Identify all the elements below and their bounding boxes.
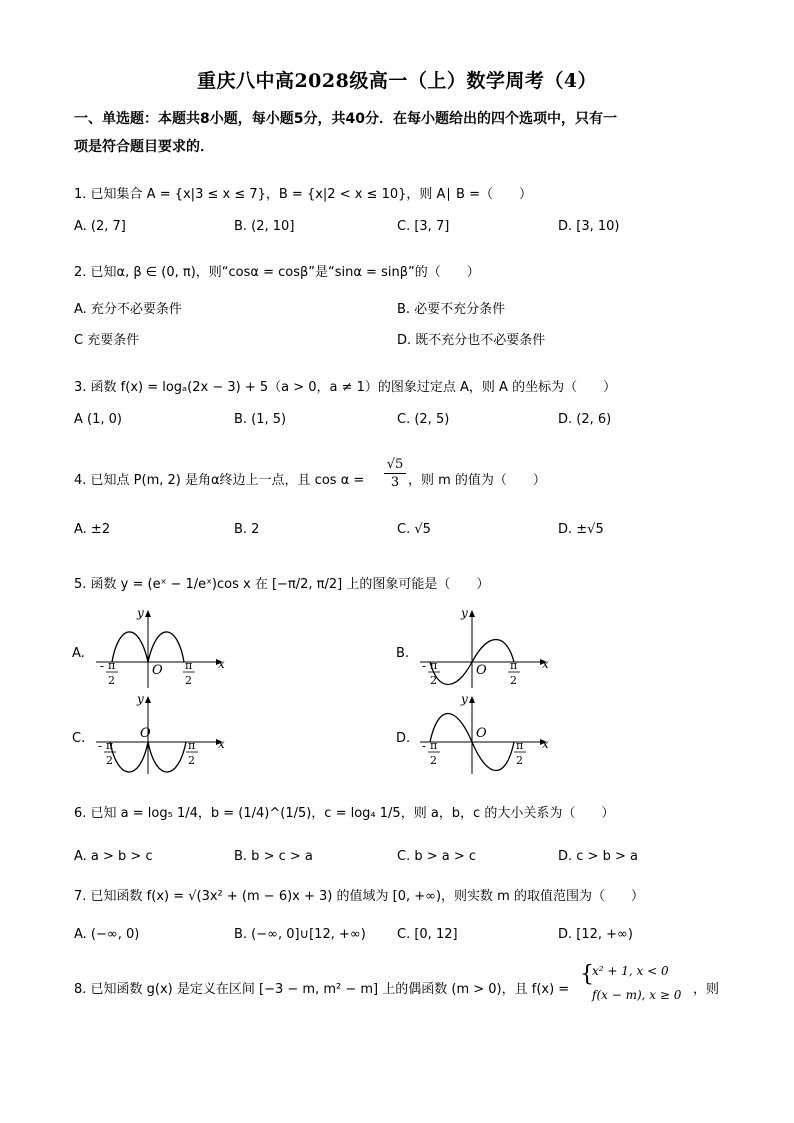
svg-text:2: 2: [188, 754, 195, 767]
q3-option-c[interactable]: C. (2, 5): [397, 412, 450, 427]
q4-option-c[interactable]: C. √5: [397, 522, 431, 537]
origin-label: O: [152, 663, 163, 678]
q5-graph-c[interactable]: [90, 692, 225, 776]
q4-option-a[interactable]: A. ±2: [74, 522, 111, 537]
q8-case-1: x² + 1, x < 0: [592, 964, 669, 978]
svg-text:2: 2: [516, 754, 523, 767]
svg-text:y: y: [137, 692, 144, 706]
question-4-stem-b: ，则 m 的值为（ ）: [408, 473, 546, 488]
q5-option-d-label[interactable]: D.: [396, 731, 411, 746]
minus-sign: -: [100, 659, 105, 673]
q2-option-a[interactable]: A. 充分不必要条件: [74, 302, 182, 317]
q2-option-b[interactable]: B. 必要不充分条件: [397, 302, 506, 317]
q6-option-d[interactable]: D. c > b > a: [558, 849, 638, 864]
q2-option-c[interactable]: C 充要条件: [74, 333, 140, 348]
y-axis-arrow: [145, 610, 151, 617]
page-title: 重庆八中高2028级高一（上）数学周考（4）: [196, 70, 598, 92]
question-7-stem: 7. 已知函数 f(x) = √(3x² + (m − 6)x + 3) 的值域为 [0, +∞)，则实数 m 的取值范围为（ ）: [74, 889, 644, 904]
left-pi: π: [108, 659, 116, 672]
q5-graph-b[interactable]: [414, 606, 549, 690]
question-2-stem: 2. 已知α, β ∈ (0, π)，则“cosα = cosβ”是“sinα = sinβ”的（ ）: [74, 265, 480, 280]
q1-option-a[interactable]: A. (2, 7]: [74, 219, 126, 234]
svg-text:x: x: [218, 737, 225, 751]
x-label: x: [218, 657, 225, 671]
svg-text:O: O: [140, 726, 151, 741]
q4-fraction-numerator: √5: [384, 456, 406, 474]
q5-graph-d[interactable]: [414, 692, 549, 776]
section-heading-line2: 项是符合题目要求的．: [74, 139, 214, 155]
q2-option-d[interactable]: D. 既不充分也不必要条件: [397, 333, 546, 348]
svg-text:y: y: [461, 692, 468, 706]
q3-option-b[interactable]: B. (1, 5): [234, 412, 287, 427]
question-8-stem-b: ，则: [693, 982, 720, 997]
q5-option-b-label[interactable]: B.: [396, 646, 410, 661]
section-heading-line1: 一、单选题：本题共8小题，每小题5分，共40分．在每小题给出的四个选项中，只有一: [74, 111, 617, 127]
q8-brace: {: [580, 962, 594, 987]
svg-text:2: 2: [430, 674, 437, 687]
q1-option-b[interactable]: B. (2, 10]: [234, 219, 295, 234]
question-1-stem: 1. 已知集合 A = {x|3 ≤ x ≤ 7}，B = {x|2 < x ≤ 10}，则 A∣ B =（ ）: [74, 187, 532, 202]
svg-text:2: 2: [430, 754, 437, 767]
q7-option-a[interactable]: A. (−∞, 0): [74, 927, 140, 942]
q6-option-a[interactable]: A. a > b > c: [74, 849, 153, 864]
svg-text:π: π: [430, 739, 438, 752]
question-5-stem: 5. 函数 y = (eˣ − 1/eˣ)cos x 在 [−π/2, π/2] 上的图象可能是（ ）: [74, 577, 490, 592]
q7-option-d[interactable]: D. [12, +∞): [558, 927, 633, 942]
svg-text:π: π: [516, 739, 524, 752]
q5-option-c-label[interactable]: C.: [72, 731, 86, 746]
svg-text:-: -: [98, 739, 103, 753]
svg-text:O: O: [476, 663, 487, 678]
q6-option-c[interactable]: C. b > a > c: [397, 849, 477, 864]
q5-graph-a[interactable]: [90, 606, 225, 690]
svg-text:O: O: [476, 726, 487, 741]
right-two: 2: [185, 674, 192, 687]
svg-text:x: x: [542, 657, 549, 671]
svg-text:π: π: [188, 739, 196, 752]
y-label: y: [137, 606, 144, 620]
svg-text:π: π: [510, 659, 518, 672]
q3-option-d[interactable]: D. (2, 6): [558, 412, 612, 427]
q3-option-a[interactable]: A (1, 0): [74, 412, 122, 427]
q4-option-b[interactable]: B. 2: [234, 522, 260, 537]
question-8-stem-a: 8. 已知函数 g(x) 是定义在区间 [−3 − m, m² − m] 上的偶函数 (m > 0)，且 f(x) =: [74, 982, 570, 997]
q7-option-c[interactable]: C. [0, 12]: [397, 927, 458, 942]
q4-fraction: [384, 456, 406, 491]
q7-option-b[interactable]: B. (−∞, 0]∪[12, +∞): [234, 927, 366, 942]
svg-text:-: -: [422, 739, 427, 753]
q1-option-d[interactable]: D. [3, 10): [558, 219, 620, 234]
q1-option-c[interactable]: C. [3, 7]: [397, 219, 450, 234]
question-3-stem: 3. 函数 f(x) = logₐ(2x − 3) + 5（a > 0，a ≠ 1）的图象过定点 A，则 A 的坐标为（ ）: [74, 380, 617, 395]
right-pi: π: [185, 659, 193, 672]
q4-fraction-denominator: 3: [390, 475, 400, 490]
svg-text:π: π: [430, 659, 438, 672]
svg-text:2: 2: [106, 754, 113, 767]
svg-text:π: π: [106, 739, 114, 752]
q5-option-a-label[interactable]: A.: [72, 646, 85, 661]
svg-text:2: 2: [510, 674, 517, 687]
q6-option-b[interactable]: B. b > c > a: [234, 849, 313, 864]
svg-text:y: y: [461, 606, 468, 620]
svg-text:x: x: [542, 737, 549, 751]
question-4-stem-a: 4. 已知点 P(m, 2) 是角α终边上一点，且 cos α =: [74, 473, 365, 488]
left-two: 2: [108, 674, 115, 687]
question-6-stem: 6. 已知 a = log₅ 1/4，b = (1/4)^(1/5)，c = log₄ 1/5，则 a，b，c 的大小关系为（ ）: [74, 806, 615, 821]
svg-text:-: -: [422, 659, 427, 673]
q8-case-2: f(x − m), x ≥ 0: [592, 988, 682, 1002]
q4-option-d[interactable]: D. ±√5: [558, 522, 604, 537]
